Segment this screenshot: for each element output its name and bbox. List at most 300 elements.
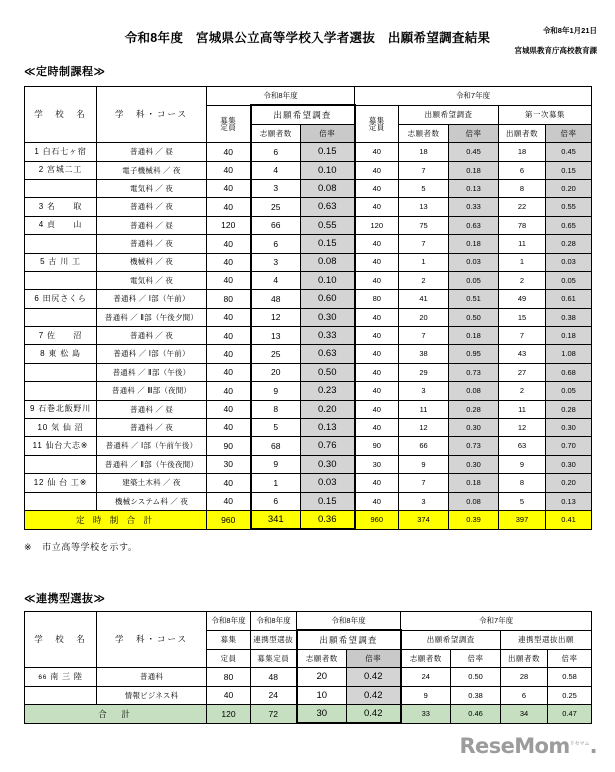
table-header-row	[25, 87, 592, 106]
cell-school-name: 5 古 川 工	[25, 253, 97, 271]
cell-applicants-8: 6	[251, 143, 301, 161]
header-ratio-7: 倍率	[449, 124, 499, 142]
cell-quota-8: 40	[207, 235, 251, 253]
cell-school-name	[25, 308, 97, 326]
cell-applicants-8: 1	[251, 474, 301, 492]
total-label: 定 時 制 合 計	[25, 510, 207, 529]
cell-course-name: 普通科 ／ Ⅱ部（午後）	[97, 363, 207, 381]
cell-ratio-8: 0.15	[301, 143, 355, 161]
cell-ratio-7: 0.73	[449, 437, 499, 455]
total-label: 合 計	[25, 704, 207, 723]
table-row	[25, 419, 592, 437]
cell-school-name: 66 南 三 陸	[25, 668, 97, 686]
header-school: 学 校 名	[25, 612, 97, 668]
cell-applicants-8: 20	[251, 363, 301, 381]
cell-ratio-7: 0.18	[449, 327, 499, 345]
cell-ratio-8: 0.63	[301, 345, 355, 363]
cell-quota-8: 40	[207, 686, 251, 704]
total-quota-8: 960	[207, 510, 251, 529]
cell-school-name: 1 白石七ヶ宿	[25, 143, 97, 161]
cell-applicants-7: 3	[399, 382, 449, 400]
cell-applicants-7: 29	[399, 363, 449, 381]
cell-applicants-7: 38	[399, 345, 449, 363]
header-applicants-8: 志願者数	[297, 649, 347, 667]
cell-ratio-7: 0.63	[449, 216, 499, 234]
cell-ratio-8: 0.15	[301, 492, 355, 510]
cell-school-name	[25, 179, 97, 197]
cell-course-name: 普通科 ／ 夜	[97, 235, 207, 253]
header-applicants-8: 志願者数	[251, 124, 301, 142]
cell-quota-7: 40	[355, 327, 399, 345]
issuing-organization: 宮城県教育庁高校教育課	[514, 45, 597, 55]
header-renkei-quota-title: 令和8年度	[251, 612, 297, 631]
cell-first-ratio-7: 0.55	[546, 198, 592, 216]
cell-quota-8: 40	[207, 253, 251, 271]
cell-first-applicants-7: 78	[499, 216, 546, 234]
cell-course-name: 情報ビジネス科	[97, 686, 207, 704]
cell-first-ratio-7: 1.08	[546, 345, 592, 363]
cell-course-name: 機械科 ／ 夜	[97, 253, 207, 271]
cell-first-ratio-7: 0.65	[546, 216, 592, 234]
header-survey-7: 出願希望調査	[399, 105, 499, 124]
cell-applicants-8: 3	[251, 179, 301, 197]
total-first-ratio-7: 0.41	[546, 510, 592, 529]
cell-ratio-7: 0.73	[449, 363, 499, 381]
cell-first-applicants-7: 28	[501, 668, 548, 686]
cell-first-ratio-7: 0.18	[546, 327, 592, 345]
cell-quota-8: 40	[207, 474, 251, 492]
cell-first-ratio-7: 0.61	[546, 290, 592, 308]
header-ratio-8: 倍率	[301, 124, 355, 142]
cell-ratio-7: 0.95	[449, 345, 499, 363]
cell-applicants-8: 66	[251, 216, 301, 234]
cell-first-ratio-7: 0.20	[546, 474, 592, 492]
cell-applicants-8: 12	[251, 308, 301, 326]
header-quota-7: 募集 定員	[355, 105, 399, 142]
cell-school-name: 6 田尻さくら	[25, 290, 97, 308]
cell-first-applicants-7: 12	[499, 419, 546, 437]
cell-school-name: 10 気 仙 沼	[25, 419, 97, 437]
cell-quota-8: 40	[207, 419, 251, 437]
cell-ratio-8: 0.63	[301, 198, 355, 216]
cell-quota-8: 80	[207, 668, 251, 686]
header-first-ratio-7: 倍率	[548, 649, 592, 667]
total-ratio-8: 0.42	[347, 704, 401, 723]
cell-quota-8: 40	[207, 308, 251, 326]
page-title: 令和8年度 宮城県公立高等学校入学者選抜 出願希望調査結果	[124, 31, 491, 45]
cell-school-name: 11 仙台大志※	[25, 437, 97, 455]
cell-applicants-8: 6	[251, 235, 301, 253]
cell-applicants-7: 3	[399, 492, 449, 510]
cell-renkei-quota-8: 24	[251, 686, 297, 704]
cell-first-ratio-7: 0.70	[546, 437, 592, 455]
cell-first-ratio-7: 0.20	[546, 179, 592, 197]
cell-applicants-8: 3	[251, 253, 301, 271]
cell-ratio-8: 0.42	[347, 668, 401, 686]
cell-ratio-8: 0.60	[301, 290, 355, 308]
table-row	[25, 474, 592, 492]
section-label-teiji: ≪定時制課程≫	[24, 66, 106, 78]
footnote-text: 市立高等学校を示す。	[42, 542, 138, 552]
cell-renkei-quota-8: 48	[251, 668, 297, 686]
header-ratio-7: 倍率	[451, 649, 501, 667]
cell-quota-8: 80	[207, 290, 251, 308]
resemom-logo: ReseMom$^{リセマム}$.	[459, 734, 597, 758]
cell-applicants-8: 10	[297, 686, 347, 704]
cell-ratio-8: 0.20	[301, 400, 355, 418]
cell-quota-8: 40	[207, 327, 251, 345]
cell-applicants-7: 2	[399, 271, 449, 289]
header-quota-8: 募集 定員	[207, 105, 251, 142]
cell-ratio-7: 0.08	[449, 382, 499, 400]
cell-first-ratio-7: 0.68	[546, 363, 592, 381]
header-renkei-apply-7: 連携型選抜出願	[501, 630, 592, 649]
cell-school-name: 8 東 松 島	[25, 345, 97, 363]
cell-applicants-8: 25	[251, 345, 301, 363]
cell-first-applicants-7: 11	[499, 400, 546, 418]
cell-quota-7: 80	[355, 290, 399, 308]
cell-quota-8: 40	[207, 143, 251, 161]
header-quota-line1: 募集	[207, 630, 251, 649]
cell-school-name	[25, 492, 97, 510]
table-row	[25, 161, 592, 179]
cell-ratio-8: 0.33	[301, 327, 355, 345]
teiji-table	[24, 86, 592, 530]
cell-first-applicants-7: 8	[499, 179, 546, 197]
cell-quota-7: 40	[355, 363, 399, 381]
cell-quota-7: 40	[355, 400, 399, 418]
table-row	[25, 290, 592, 308]
cell-applicants-7: 20	[399, 308, 449, 326]
cell-quota-7: 120	[355, 216, 399, 234]
cell-first-ratio-7: 0.38	[546, 308, 592, 326]
cell-course-name: 普通科 ／ 昼	[97, 216, 207, 234]
cell-first-applicants-7: 6	[501, 686, 548, 704]
cell-ratio-8: 0.42	[347, 686, 401, 704]
cell-quota-7: 40	[355, 308, 399, 326]
cell-first-applicants-7: 27	[499, 363, 546, 381]
cell-applicants-7: 9	[399, 455, 449, 473]
cell-quota-7: 90	[355, 437, 399, 455]
cell-applicants-7: 9	[401, 686, 451, 704]
cell-ratio-8: 0.08	[301, 179, 355, 197]
total-quota-7: 960	[355, 510, 399, 529]
cell-course-name: 普通科 ／ Ⅱ部（午後夕間）	[97, 308, 207, 326]
header-course: 学 科・コース	[97, 87, 207, 143]
cell-first-ratio-7: 0.05	[546, 271, 592, 289]
table-row	[25, 363, 592, 381]
total-applicants-7: 374	[399, 510, 449, 529]
cell-first-applicants-7: 6	[499, 161, 546, 179]
cell-first-applicants-7: 2	[499, 271, 546, 289]
cell-ratio-8: 0.13	[301, 419, 355, 437]
cell-quota-8: 40	[207, 400, 251, 418]
table-row	[25, 235, 592, 253]
cell-ratio-7: 0.30	[449, 419, 499, 437]
table-row	[25, 179, 592, 197]
header-year-prev: 令和7年度	[401, 612, 592, 631]
cell-course-name: 建築土木科 ／ 夜	[97, 474, 207, 492]
cell-applicants-8: 8	[251, 400, 301, 418]
cell-course-name: 普通科 ／ 夜	[97, 327, 207, 345]
cell-first-applicants-7: 49	[499, 290, 546, 308]
cell-first-ratio-7: 0.30	[546, 455, 592, 473]
table-row	[25, 382, 592, 400]
cell-first-ratio-7: 0.05	[546, 382, 592, 400]
cell-ratio-7: 0.13	[449, 179, 499, 197]
cell-applicants-7: 75	[399, 216, 449, 234]
cell-applicants-7: 66	[399, 437, 449, 455]
cell-applicants-8: 20	[297, 668, 347, 686]
cell-ratio-7: 0.50	[449, 308, 499, 326]
cell-ratio-8: 0.10	[301, 271, 355, 289]
cell-first-ratio-7: 0.28	[546, 235, 592, 253]
header-applicants-7: 志願者数	[399, 124, 449, 142]
cell-quota-7: 40	[355, 179, 399, 197]
cell-school-name: 2 宮城二工	[25, 161, 97, 179]
cell-course-name: 普通科 ／ 昼	[97, 143, 207, 161]
total-applicants-8: 341	[251, 510, 301, 529]
cell-ratio-7: 0.03	[449, 253, 499, 271]
cell-first-ratio-7: 0.30	[546, 419, 592, 437]
cell-ratio-8: 0.08	[301, 253, 355, 271]
cell-quota-8: 40	[207, 492, 251, 510]
cell-applicants-7: 7	[399, 327, 449, 345]
cell-course-name: 普通科 ／ 夜	[97, 419, 207, 437]
section-label-renkei: ≪連携型選抜≫	[24, 593, 106, 605]
cell-first-ratio-7: 0.28	[546, 400, 592, 418]
cell-quota-7: 40	[355, 198, 399, 216]
table-row	[25, 492, 592, 510]
cell-applicants-8: 68	[251, 437, 301, 455]
table-total-row	[25, 704, 592, 723]
cell-ratio-7: 0.51	[449, 290, 499, 308]
cell-ratio-7: 0.05	[449, 271, 499, 289]
cell-quota-7: 30	[355, 455, 399, 473]
cell-first-applicants-7: 63	[499, 437, 546, 455]
table-row	[25, 327, 592, 345]
cell-applicants-7: 7	[399, 474, 449, 492]
header-renkei-quota-line2: 募集定員	[251, 649, 297, 667]
logo-text: ReseMom	[459, 734, 570, 758]
header-year-current: 令和8年度	[297, 612, 401, 631]
cell-ratio-7: 0.28	[449, 400, 499, 418]
cell-first-ratio-7: 0.25	[548, 686, 592, 704]
header-survey-7: 出願希望調査	[401, 630, 501, 649]
cell-first-applicants-7: 8	[499, 474, 546, 492]
cell-first-applicants-7: 18	[499, 143, 546, 161]
cell-ratio-7: 0.45	[449, 143, 499, 161]
cell-quota-8: 40	[207, 161, 251, 179]
header-quota-title: 令和8年度	[207, 612, 251, 631]
cell-school-name	[25, 686, 97, 704]
cell-ratio-8: 0.76	[301, 437, 355, 455]
table-row	[25, 345, 592, 363]
total-first-ratio-7: 0.47	[548, 704, 592, 723]
cell-applicants-7: 12	[399, 419, 449, 437]
cell-ratio-8: 0.10	[301, 161, 355, 179]
cell-school-name: 12 仙 台 工※	[25, 474, 97, 492]
header-renkei-quota-line1: 連携型選抜	[251, 630, 297, 649]
table-row	[25, 216, 592, 234]
cell-applicants-7: 24	[401, 668, 451, 686]
table-row	[25, 437, 592, 455]
total-ratio-8: 0.36	[301, 510, 355, 529]
table-row	[25, 400, 592, 418]
cell-quota-8: 30	[207, 455, 251, 473]
total-renkei-quota-8: 72	[251, 704, 297, 723]
cell-ratio-7: 0.38	[451, 686, 501, 704]
cell-school-name: 7 佐 沼	[25, 327, 97, 345]
total-first-applicants-7: 34	[501, 704, 548, 723]
cell-quota-8: 40	[207, 382, 251, 400]
cell-applicants-8: 9	[251, 382, 301, 400]
table-row	[25, 198, 592, 216]
header-survey-8: 出願希望調査	[251, 105, 355, 124]
cell-applicants-7: 13	[399, 198, 449, 216]
table-row	[25, 686, 592, 704]
header-course: 学 科・コース	[97, 612, 207, 668]
cell-course-name: 普通科 ／ Ⅱ部（午後夜間）	[97, 455, 207, 473]
cell-quota-7: 40	[355, 161, 399, 179]
cell-school-name: 4 貞 山	[25, 216, 97, 234]
cell-first-applicants-7: 22	[499, 198, 546, 216]
cell-applicants-8: 4	[251, 161, 301, 179]
cell-quota-7: 40	[355, 419, 399, 437]
cell-applicants-8: 4	[251, 271, 301, 289]
header-first-applicants-7: 出願者数	[501, 649, 548, 667]
cell-course-name: 電子機械科 ／ 夜	[97, 161, 207, 179]
table-row	[25, 308, 592, 326]
cell-applicants-7: 7	[399, 235, 449, 253]
cell-ratio-7: 0.33	[449, 198, 499, 216]
cell-ratio-8: 0.55	[301, 216, 355, 234]
header-quota-line2: 定員	[207, 649, 251, 667]
cell-ratio-8: 0.50	[301, 363, 355, 381]
cell-course-name: 電気科 ／ 夜	[97, 179, 207, 197]
cell-school-name	[25, 363, 97, 381]
cell-applicants-8: 5	[251, 419, 301, 437]
cell-school-name: 9 石巻北飯野川	[25, 400, 97, 418]
header-ratio-8: 倍率	[347, 649, 401, 667]
cell-applicants-7: 1	[399, 253, 449, 271]
cell-school-name	[25, 382, 97, 400]
cell-ratio-8: 0.23	[301, 382, 355, 400]
header-school: 学 校 名	[25, 87, 97, 143]
table-row	[25, 143, 592, 161]
header-first-ratio-7: 倍率	[546, 124, 592, 142]
cell-course-name: 普通科 ／ Ⅰ部（午前）	[97, 290, 207, 308]
cell-first-applicants-7: 11	[499, 235, 546, 253]
cell-first-applicants-7: 43	[499, 345, 546, 363]
footnote	[24, 540, 137, 553]
cell-ratio-7: 0.30	[449, 455, 499, 473]
cell-first-applicants-7: 1	[499, 253, 546, 271]
cell-ratio-7: 0.08	[449, 492, 499, 510]
cell-course-name: 普通科 ／ 夜	[97, 198, 207, 216]
table-row	[25, 668, 592, 686]
table-header-row	[25, 612, 592, 631]
cell-applicants-7: 5	[399, 179, 449, 197]
cell-first-ratio-7: 0.45	[546, 143, 592, 161]
cell-applicants-7: 7	[399, 161, 449, 179]
table-row	[25, 455, 592, 473]
cell-school-name: 3 名 取	[25, 198, 97, 216]
cell-quota-7: 40	[355, 474, 399, 492]
cell-quota-8: 40	[207, 179, 251, 197]
cell-first-applicants-7: 15	[499, 308, 546, 326]
publish-date: 令和8年1月21日	[542, 26, 597, 35]
table-row	[25, 253, 592, 271]
total-applicants-8: 30	[297, 704, 347, 723]
cell-ratio-8: 0.03	[301, 474, 355, 492]
cell-course-name: 普通科 ／ 昼	[97, 400, 207, 418]
cell-ratio-7: 0.50	[451, 668, 501, 686]
cell-course-name: 普通科 ／ Ⅲ部（夜間）	[97, 382, 207, 400]
header-year-prev: 令和7年度	[355, 87, 592, 106]
cell-first-ratio-7: 0.15	[546, 161, 592, 179]
cell-ratio-7: 0.18	[449, 235, 499, 253]
cell-quota-7: 40	[355, 143, 399, 161]
cell-applicants-8: 6	[251, 492, 301, 510]
cell-first-applicants-7: 9	[499, 455, 546, 473]
cell-ratio-8: 0.15	[301, 235, 355, 253]
footnote-mark: ※	[24, 542, 33, 552]
cell-first-applicants-7: 5	[499, 492, 546, 510]
cell-applicants-8: 9	[251, 455, 301, 473]
table-total-row	[25, 510, 592, 529]
logo-superscript: リセマム	[569, 741, 590, 747]
cell-quota-8: 40	[207, 363, 251, 381]
cell-quota-7: 40	[355, 345, 399, 363]
cell-quota-7: 40	[355, 235, 399, 253]
cell-ratio-8: 0.30	[301, 455, 355, 473]
cell-applicants-7: 18	[399, 143, 449, 161]
header-survey-8: 出願希望調査	[297, 630, 401, 649]
cell-ratio-7: 0.18	[449, 474, 499, 492]
cell-quota-8: 90	[207, 437, 251, 455]
cell-course-name: 普通科	[97, 668, 207, 686]
total-quota-8: 120	[207, 704, 251, 723]
cell-course-name: 電気科 ／ 夜	[97, 271, 207, 289]
cell-applicants-7: 41	[399, 290, 449, 308]
total-ratio-7: 0.46	[451, 704, 501, 723]
cell-quota-8: 120	[207, 216, 251, 234]
cell-applicants-8: 48	[251, 290, 301, 308]
cell-quota-8: 40	[207, 198, 251, 216]
cell-quota-8: 40	[207, 345, 251, 363]
cell-quota-7: 40	[355, 492, 399, 510]
renkei-table	[24, 611, 592, 724]
cell-applicants-8: 13	[251, 327, 301, 345]
cell-ratio-7: 0.18	[449, 161, 499, 179]
cell-quota-7: 40	[355, 253, 399, 271]
cell-applicants-8: 25	[251, 198, 301, 216]
cell-quota-7: 40	[355, 271, 399, 289]
cell-first-ratio-7: 0.58	[548, 668, 592, 686]
cell-school-name	[25, 235, 97, 253]
header-applicants-7: 志願者数	[401, 649, 451, 667]
cell-first-applicants-7: 2	[499, 382, 546, 400]
cell-first-ratio-7: 0.03	[546, 253, 592, 271]
total-ratio-7: 0.39	[449, 510, 499, 529]
cell-quota-8: 40	[207, 271, 251, 289]
header-first-round-7: 第一次募集	[499, 105, 592, 124]
cell-quota-7: 40	[355, 382, 399, 400]
total-applicants-7: 33	[401, 704, 451, 723]
cell-course-name: 機械システム科 ／ 夜	[97, 492, 207, 510]
cell-school-name	[25, 271, 97, 289]
